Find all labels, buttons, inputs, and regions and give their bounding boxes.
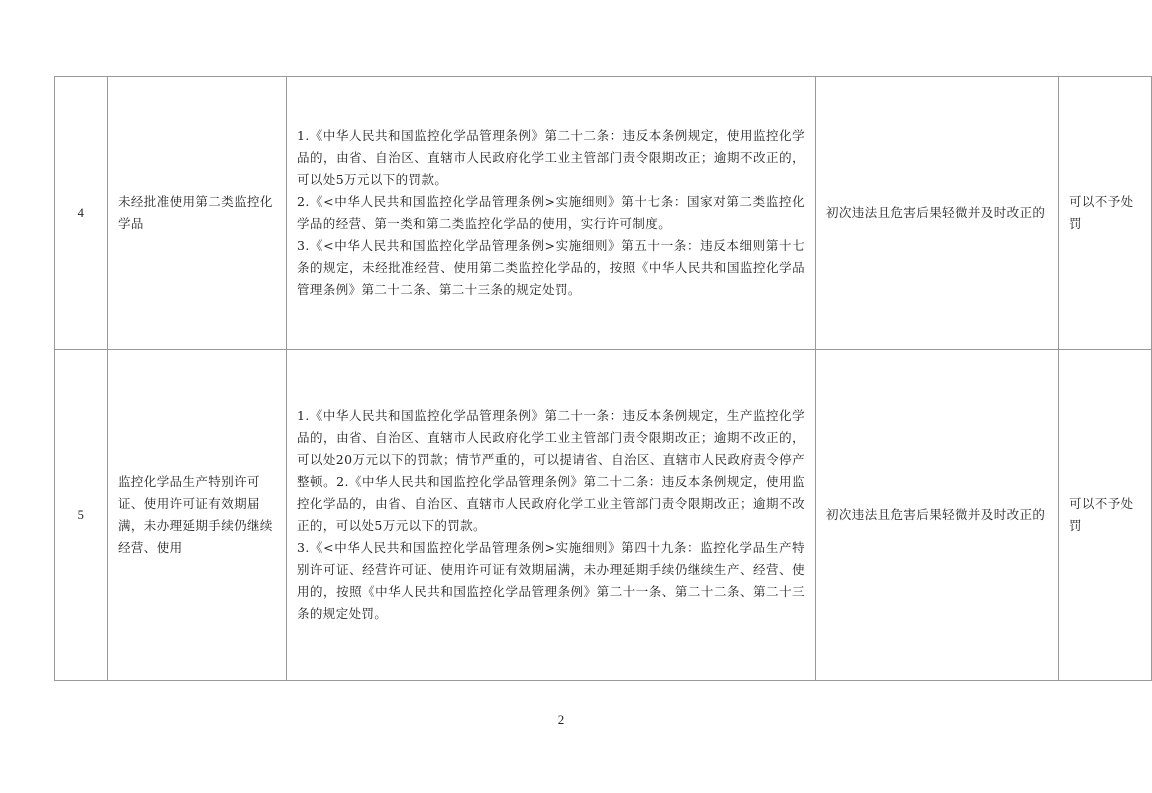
- handling-result: 可以不予处罚: [1059, 77, 1152, 350]
- legal-basis-item: 1.《中华人民共和国监控化学品管理条例》第二十一条：违反本条例规定，生产监控化学品的，由省、自治区、直辖市人民政府化学工业主管部门责令限期改正；逾期不改正的，可以处20万元以下的罚款；情节严重的，可以提请省、自治区、直辖市人民政府责令停产整顿。2.《中华人民共和国监控化学品管理条例》第二十二条：违反本条例规定，使用监控化学品的，由省、自治区、直辖市人民政府化学工业主管部门责令限期改正；逾期不改正的，可以处5万元以下的罚款。: [297, 408, 805, 533]
- exemption-condition: 初次违法且危害后果轻微并及时改正的: [816, 350, 1059, 681]
- table-row: [55, 350, 1152, 681]
- legal-basis-item: 3.《<中华人民共和国监控化学品管理条例>实施细则》第五十一条：违反本细则第十七条的规定，未经批准经营、使用第二类监控化学品的，按照《中华人民共和国监控化学品管理条例》第二十二条、第二十三条的规定处罚。: [297, 238, 805, 297]
- row-number: 5: [55, 350, 108, 681]
- legal-basis: [287, 77, 816, 350]
- violation-description: 监控化学品生产特别许可证、使用许可证有效期届满，未办理延期手续仍继续经营、使用: [108, 350, 287, 681]
- violation-description: 未经批准使用第二类监控化学品: [108, 77, 287, 350]
- handling-result: 可以不予处罚: [1059, 350, 1152, 681]
- legal-basis: [287, 350, 816, 681]
- legal-basis-item: 1.《中华人民共和国监控化学品管理条例》第二十二条：违反本条例规定，使用监控化学品的，由省、自治区、直辖市人民政府化学工业主管部门责令限期改正；逾期不改正的，可以处5万元以下的罚款。: [297, 128, 805, 187]
- row-number: 4: [55, 77, 108, 350]
- legal-basis-item: 3.《<中华人民共和国监控化学品管理条例>实施细则》第四十九条：监控化学品生产特别许可证、经营许可证、使用许可证有效期届满，未办理延期手续仍继续生产、经营、使用的，按照《中华人民共和国监控化学品管理条例》第二十一条、第二十二条、第二十三条的规定处罚。: [297, 540, 805, 621]
- legal-basis-item: 2.《<中华人民共和国监控化学品管理条例>实施细则》第十七条：国家对第二类监控化学品的经营、第一类和第二类监控化学品的使用，实行许可制度。: [297, 194, 805, 231]
- penalty-exemption-table: [54, 76, 1152, 681]
- page-number: 2: [557, 712, 565, 727]
- exemption-condition: 初次违法且危害后果轻微并及时改正的: [816, 77, 1059, 350]
- table-row: [55, 77, 1152, 350]
